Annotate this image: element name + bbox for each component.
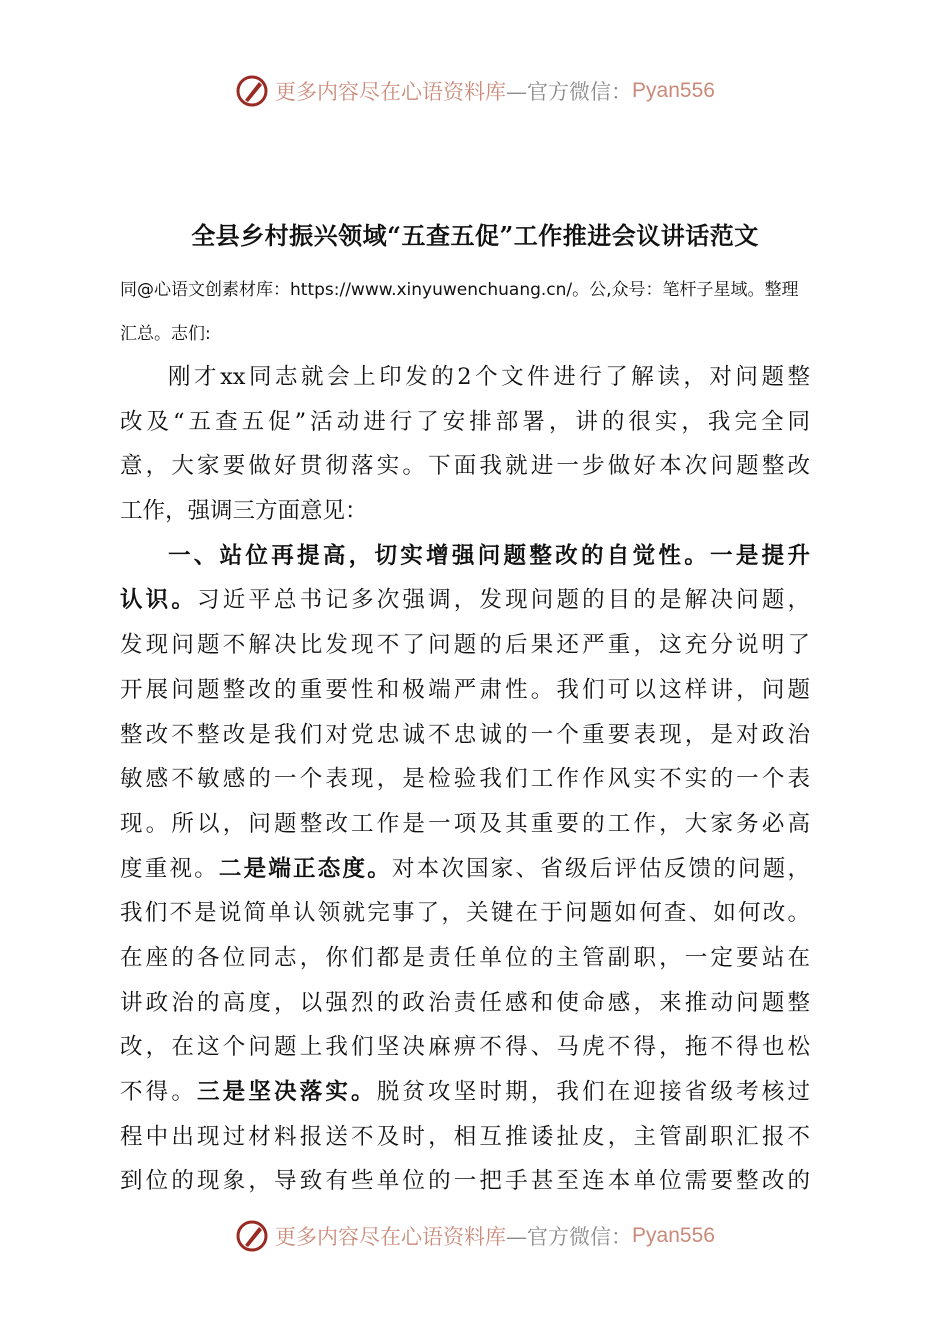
body-text: 改，在这个问题上我们坚决麻痹不得、马虎不得，拖不得也松 bbox=[120, 1034, 810, 1061]
body-line bbox=[120, 713, 810, 758]
body-line bbox=[120, 355, 810, 400]
body-line bbox=[120, 847, 810, 892]
body-line bbox=[120, 802, 810, 847]
body-line bbox=[120, 444, 810, 489]
body-text: 整改不整改是我们对党忠诚不忠诚的一个重要表现，是对政治 bbox=[120, 721, 810, 748]
document-body bbox=[120, 355, 810, 1204]
body-text: 刚才xx同志就会上印发的2个文件进行了解读，对问题整 bbox=[168, 364, 810, 390]
body-text: 敏感不敏感的一个表现，是检验我们工作作风实不实的一个表 bbox=[120, 766, 810, 793]
body-text: 对本次国家、省级后评估反馈的问题， bbox=[391, 855, 810, 882]
body-text: 改及“五查五促”活动进行了安排部署，讲的很实，我完全同 bbox=[120, 408, 810, 435]
body-line bbox=[120, 623, 810, 668]
body-text: 度重视。 bbox=[120, 855, 219, 882]
watermark-text: 更多内容尽在心语资料库 bbox=[275, 1225, 507, 1249]
body-text: 脱贫攻坚时期，我们在迎接省级考核过 bbox=[376, 1079, 810, 1105]
body-text: 现。所以，问题整改工作是一项及其重要的工作，大家务必高 bbox=[120, 810, 810, 837]
bold-heading-text: 一、站位再提高，切实增强问题整改的自觉性。一是提升 bbox=[168, 542, 810, 569]
watermark-wechat-label: —官方微信： bbox=[506, 1225, 633, 1249]
body-line bbox=[120, 489, 810, 534]
watermark-footer bbox=[0, 1219, 950, 1253]
bold-heading-text: 认识。 bbox=[120, 587, 198, 614]
body-line bbox=[120, 1070, 810, 1115]
body-text: 开展问题整改的重要性和极端严肃性。我们可以这样讲，问题 bbox=[120, 676, 810, 703]
body-line bbox=[120, 936, 810, 981]
body-text: 不得。 bbox=[120, 1079, 198, 1105]
body-line bbox=[120, 400, 810, 445]
body-text: 程中出现过材料报送不及时，相互推诿扯皮，主管副职汇报不 bbox=[120, 1123, 810, 1150]
body-line bbox=[120, 1159, 810, 1204]
body-line bbox=[120, 668, 810, 713]
pen-logo-icon bbox=[235, 1219, 269, 1253]
body-line bbox=[120, 891, 810, 936]
body-line bbox=[120, 578, 810, 623]
body-line bbox=[120, 981, 810, 1026]
source-line-2: 汇总。志们: bbox=[120, 324, 211, 344]
body-line bbox=[120, 1025, 810, 1070]
watermark-text: 更多内容尽在心语资料库 bbox=[275, 80, 507, 104]
body-line bbox=[120, 757, 810, 802]
pen-logo-icon bbox=[235, 74, 269, 108]
body-line bbox=[120, 1115, 810, 1160]
body-line bbox=[120, 534, 810, 579]
watermark-wechat-id: Pyan556 bbox=[632, 79, 715, 102]
watermark-wechat-id: Pyan556 bbox=[632, 1224, 715, 1247]
watermark-wechat-label: —官方微信： bbox=[506, 80, 633, 104]
document-title: 全县乡村振兴领域“五查五促”工作推进会议讲话范文 bbox=[191, 221, 759, 250]
body-text: 发现问题不解决比发现不了问题的后果还严重，这充分说明了 bbox=[120, 632, 810, 659]
bold-heading-text: 二是端正态度。 bbox=[218, 855, 392, 882]
body-text: 到位的现象，导致有些单位的一把手甚至连本单位需要整改的 bbox=[120, 1168, 810, 1195]
source-line-1: 同@心语文创素材库：https://www.xinyuwenchuang.cn/。公,众号：笔杆子星域。整理 bbox=[120, 280, 799, 300]
body-text: 讲政治的高度，以强烈的政治责任感和使命感，来推动问题整 bbox=[120, 989, 810, 1016]
watermark-header bbox=[0, 74, 950, 108]
bold-heading-text: 三是坚决落实。 bbox=[197, 1079, 377, 1105]
body-text: 在座的各位同志，你们都是责任单位的主管副职，一定要站在 bbox=[120, 944, 810, 971]
body-text: 习近平总书记多次强调，发现问题的目的是解决问题， bbox=[197, 587, 810, 614]
body-text: 我们不是说简单认领就完事了，关键在于问题如何查、如何改。 bbox=[120, 900, 810, 927]
body-text: 意，大家要做好贯彻落实。下面我就进一步做好本次问题整改 bbox=[120, 453, 810, 480]
body-text: 工作，强调三方面意见： bbox=[120, 498, 368, 525]
